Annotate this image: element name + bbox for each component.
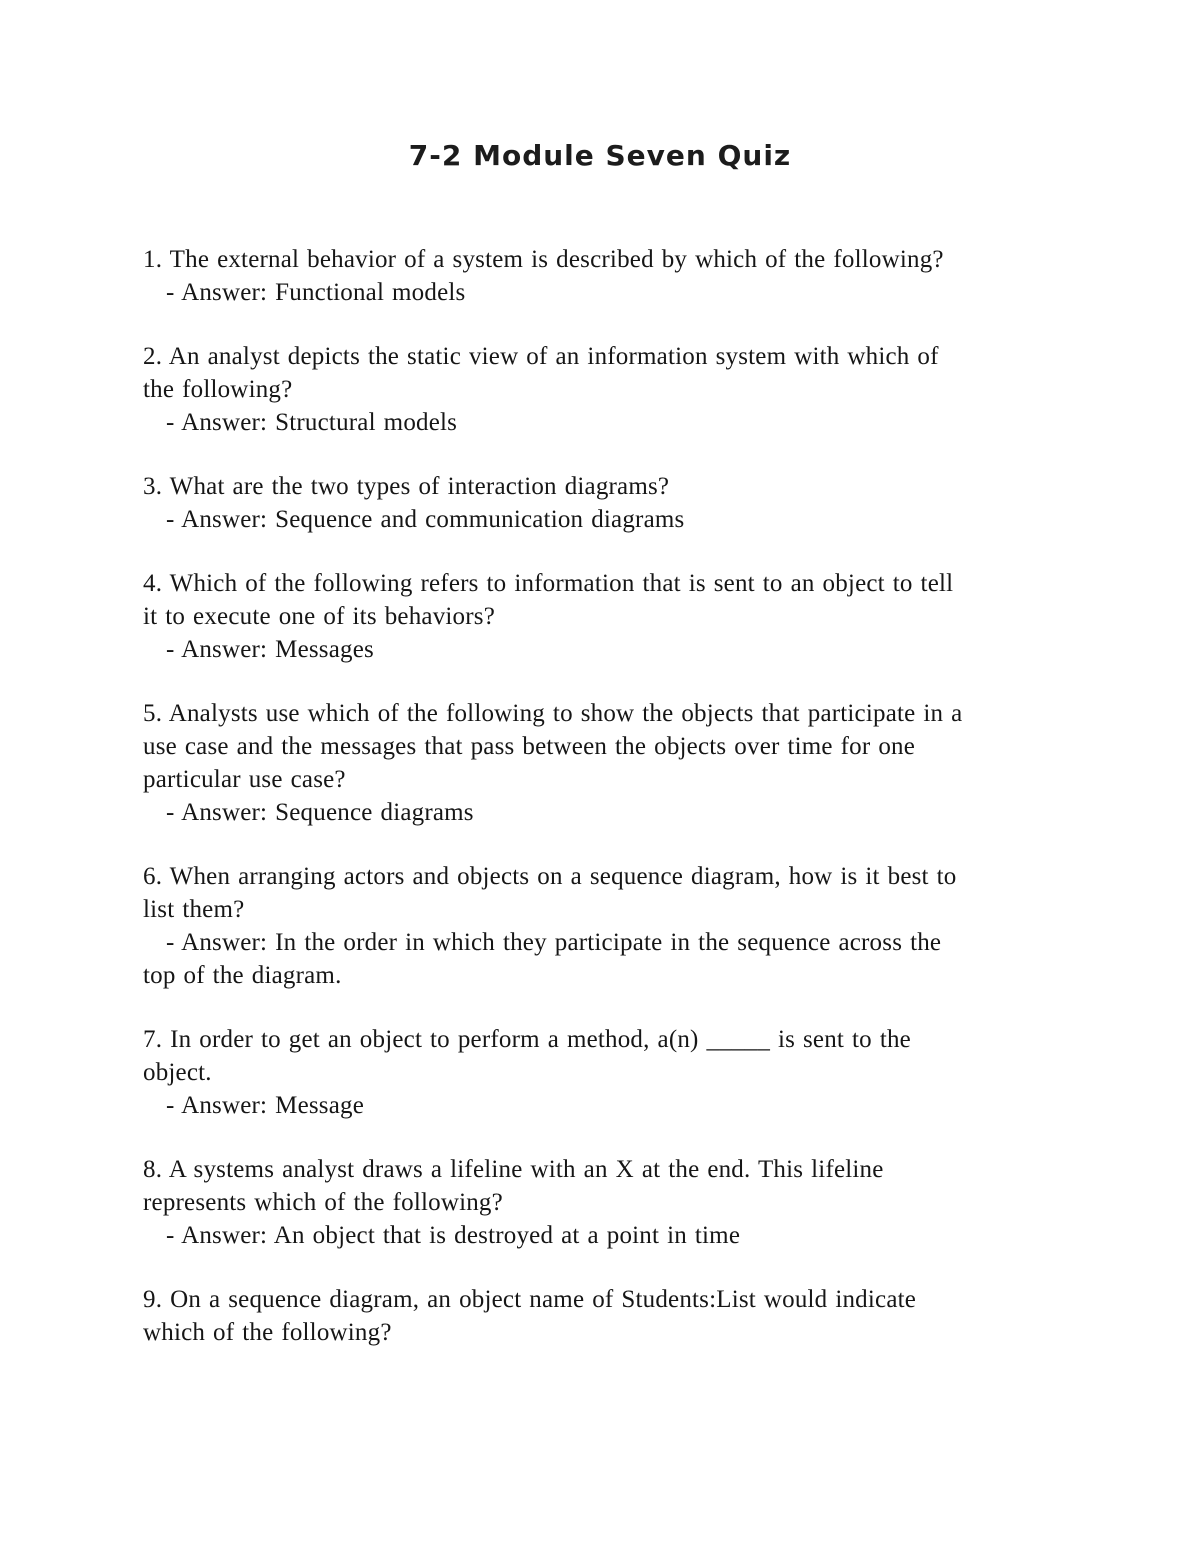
question-line: the following? — [143, 376, 293, 403]
question-line: 8. A systems analyst draws a lifeline with an X at the end. This lifeline — [143, 1156, 884, 1183]
answer-line: - Answer: Messages — [166, 636, 374, 663]
question-block-5 — [143, 697, 1083, 829]
question-line: 3. What are the two types of interaction diagrams? — [143, 473, 670, 500]
answer-line: - Answer: Structural models — [166, 409, 458, 436]
question-line: list them? — [143, 896, 245, 923]
answer-line: - Answer: An object that is destroyed at a point in time — [166, 1222, 741, 1249]
answer-line: - Answer: Message — [166, 1092, 365, 1119]
question-line: represents which of the following? — [143, 1189, 503, 1216]
question-line: particular use case? — [143, 766, 346, 793]
question-line: it to execute one of its behaviors? — [143, 603, 495, 630]
question-block-1 — [143, 243, 1083, 309]
question-line: 9. On a sequence diagram, an object name of Students:List would indicate — [143, 1286, 917, 1313]
question-line: 4. Which of the following refers to information that is sent to an object to tell — [143, 570, 954, 597]
answer-continuation-line: top of the diagram. — [143, 962, 342, 989]
answer-line: - Answer: In the order in which they participate in the sequence across the — [166, 929, 942, 956]
question-line: 7. In order to get an object to perform a method, a(n) _____ is sent to the — [143, 1026, 911, 1053]
question-block-4 — [143, 567, 1083, 666]
question-block-7 — [143, 1023, 1083, 1122]
document-title: 7-2 Module Seven Quiz — [408, 139, 792, 172]
question-line: 5. Analysts use which of the following to show the objects that participate in a — [143, 700, 963, 727]
question-line: object. — [143, 1059, 212, 1086]
question-line: 2. An analyst depicts the static view of an information system with which of — [143, 343, 939, 370]
question-block-3 — [143, 470, 1083, 536]
question-line: 6. When arranging actors and objects on a sequence diagram, how is it best to — [143, 863, 957, 890]
question-line: which of the following? — [143, 1319, 392, 1346]
question-line: 1. The external behavior of a system is described by which of the following? — [143, 246, 944, 273]
answer-line: - Answer: Sequence and communication diagrams — [166, 506, 685, 533]
question-block-6 — [143, 860, 1083, 992]
question-line: use case and the messages that pass between the objects over time for one — [143, 733, 916, 760]
question-block-8 — [143, 1153, 1083, 1252]
question-block-2 — [143, 340, 1083, 439]
answer-line: - Answer: Functional models — [166, 279, 466, 306]
answer-line: - Answer: Sequence diagrams — [166, 799, 474, 826]
question-block-9 — [143, 1283, 1083, 1349]
quiz-content — [143, 243, 1083, 1349]
